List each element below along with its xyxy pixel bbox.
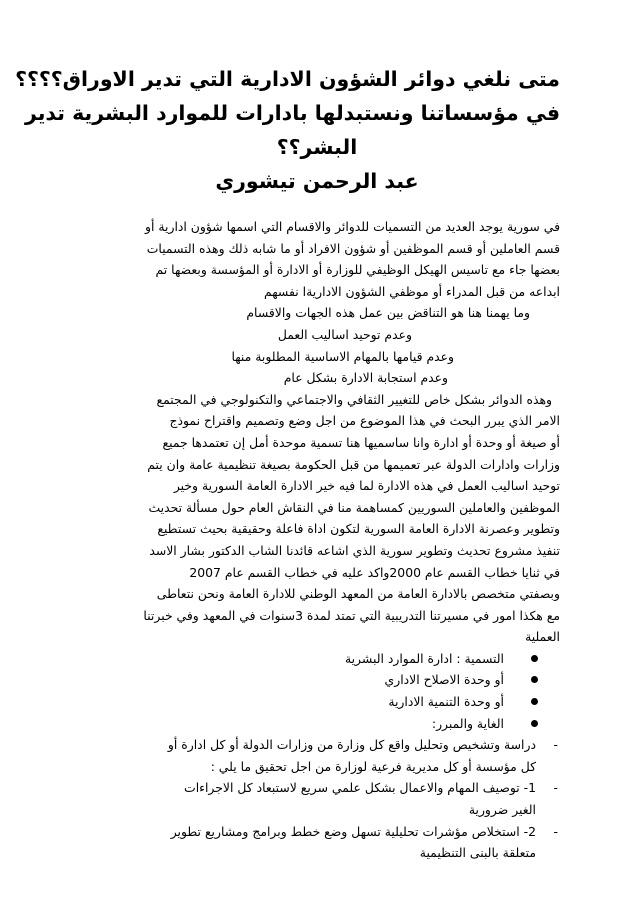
author-name: عبد الرحمن تيشوري [215,169,419,193]
dash-list [74,734,560,864]
bullet-icon [531,720,538,727]
text-line: وما يهمنا هنا هو التناقض بين عمل هذه الجهات والاقسام [246,305,530,321]
bullet-list [74,648,560,734]
text-line: الغير ضرورية [468,802,536,818]
text-line: قسم العاملين أو قسم الموظفين أو شؤون الافراد أو ما شابه ذلك وهذه التسميات [146,240,560,256]
list-item [74,669,560,691]
text-line: توحيد اساليب العمل في هذه الادارة لما فيه خير الادارة العامة السورية وخير [173,478,560,494]
list-item [74,713,560,735]
text-line: في ثنايا خطاب القسم عام 2000واكد عليه في خطاب القسم عام 2007 [189,564,560,580]
text-line: وعدم استجابة الادارة بشكل عام [283,370,448,386]
text-line: مع هكذا امور في مسيرتنا التدريبية التي تمتد لمدة 3سنوات في المعهد وفي خبرتنا [143,607,560,623]
list-item [74,821,560,864]
text-line: تنفيذ مشروع تحديث وتطوير سورية الذي اشاعه قائدنا الشاب الدكتور بشار الاسد [149,542,560,558]
list-item-label: التسمية : ادارة الموارد البشرية [344,650,504,666]
title-line: في مؤسساتنا ونستبدلها بادارات للموارد البشرية تدير [24,101,560,125]
text-line: وبصفتي متخصص بالادارة العامة من المعهد الوطني للادارة العامة ونحن نتعاطى [156,586,560,602]
bullet-icon [531,655,538,662]
text-line: وزارات وادارات الدولة عبر تعميمها من قبل الحكومة بصيغة تنظيمية عامة وان يتم [147,456,560,472]
text-line: ابداعه من قبل المدراء أو موظفي الشؤون الاداريةا نفسهم [263,283,560,299]
title-line: البشر؟؟ [276,135,358,159]
text-line: العملية [525,629,560,645]
text-line: أو صيغة أو وحدة أو ادارة وانا ساسميها هنا تسمية موحدة أمل إن تعتمدها جميع [162,434,560,450]
bullet-icon [531,698,538,705]
title-line: متى نلغي دوائر الشؤون الادارية التي تدير الاوراق؟؟؟؟ [15,67,560,91]
list-item-label: أو وحدة الاصلاح الاداري [384,672,504,688]
text-line: متعلقة بالبنى التنظيمية [419,845,536,861]
bullet-icon [531,676,538,683]
text-line: وتطوير وعصرنة الادارة العامة السورية لتكون اداة فاعلة وحقيقية بحيث تستطيع [157,521,560,537]
text-line: 1- توصيف المهام والاعمال بشكل علمي سريع لاستبعاد كل الاجراءات [184,780,536,796]
text-line: وعدم توحيد اساليب العمل [277,326,412,342]
text-line: 2- استخلاص مؤشرات تحليلية تسهل وضع خطط وبرامج ومشاريع تطوير [170,823,536,839]
list-item-label: أو وحدة التنمية الادارية [388,694,504,710]
text-line: بعضها جاء مع تاسيس الهيكل الوظيفي للوزارة أو الادارة أو المؤسسة وبعضها تم [155,262,560,278]
document-title [15,62,560,164]
text-line: وهذه الدوائر بشكل خاص للتغيير الثقافي والاجتماعي والتكنولوجي في المجتمع [156,391,552,407]
list-item [74,648,560,670]
dash-marker: - [553,737,558,753]
text-line: الموظفين والعاملين السوريين كمساهمة منا في النقاش العام حول مسألة تحديث [148,499,560,515]
main-paragraph [74,389,560,648]
intro-paragraph [74,216,560,389]
list-item-label: الغاية والمبرر: [431,715,504,731]
list-item [74,777,560,820]
text-line: وعدم قيامها بالمهام الاساسية المطلوبة منها [231,348,454,364]
text-line: الامر الذي يبرر البحث في هذا الموضوع من اجل وضع وتصميم واقتراح نموذج [169,413,560,429]
list-item [74,734,560,777]
list-item [74,691,560,713]
text-line: دراسة وتشخيص وتحليل واقع كل وزارة من وزارات الدولة أو كل ادارة أو [167,737,536,753]
text-line: كل مؤسسة أو كل مديرية فرعية لوزارة من اجل تحقيق ما يلي : [210,758,536,774]
dash-marker: - [553,823,558,839]
dash-marker: - [553,780,558,796]
text-line: في سورية يوجد العديد من التسميات للدوائر والاقسام التي اسمها شؤون ادارية أو [145,219,560,234]
